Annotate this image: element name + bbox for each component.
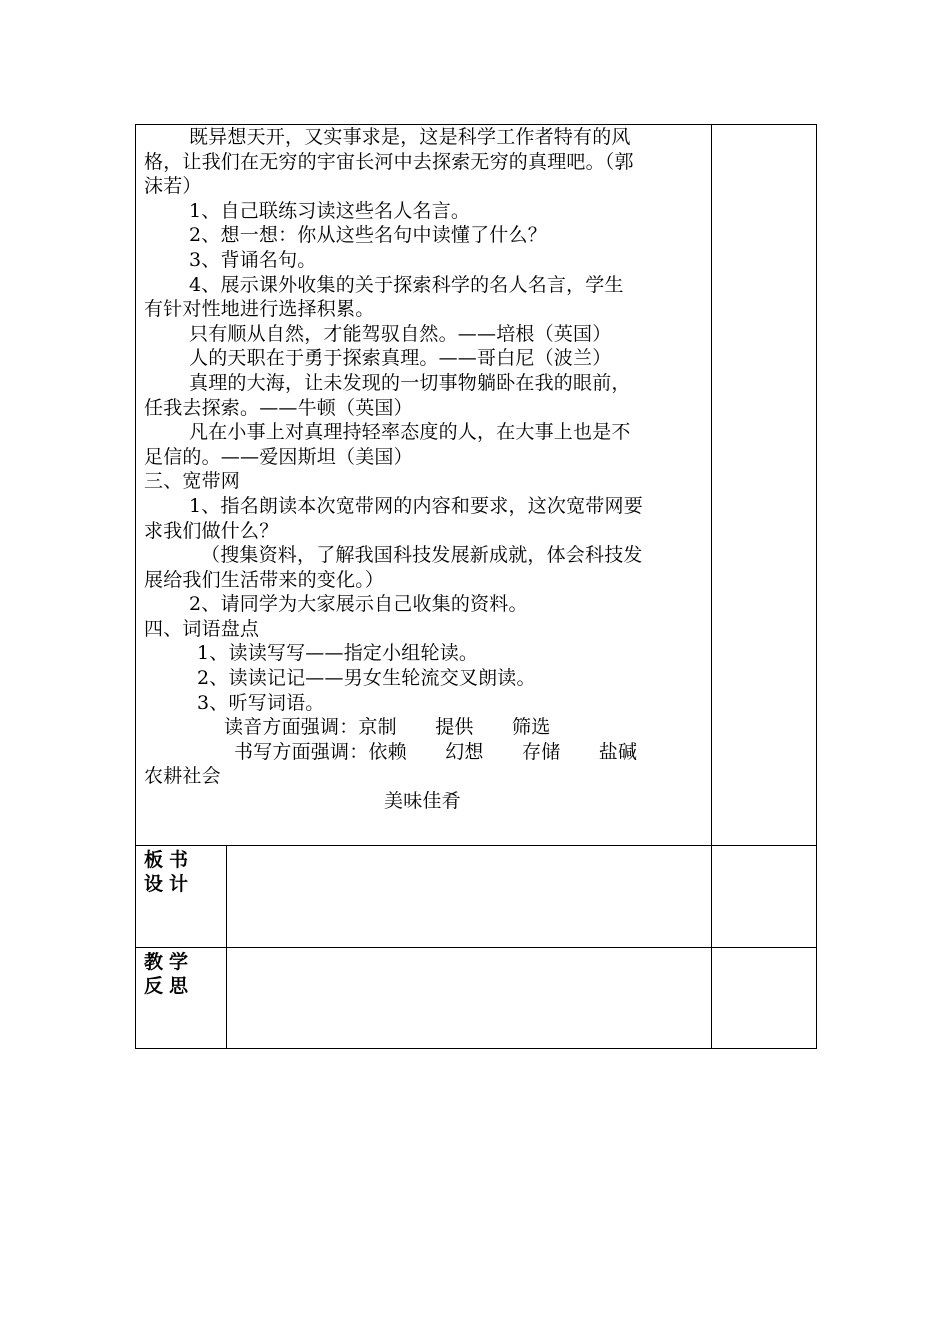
text-line: 3、听写词语。: [197, 691, 325, 714]
text-line: 读音方面强调：京制 提供 筛选: [224, 716, 551, 739]
text-line: 农耕社会: [144, 765, 221, 788]
reflection-label: 教学反思: [144, 951, 195, 997]
reflection-label-cell: [136, 948, 227, 1049]
text-line: 既异想天开，又实事求是，这是科学工作者特有的风: [189, 126, 631, 148]
content-row: [136, 125, 817, 846]
reflection-cell: [227, 948, 712, 1049]
section-heading: 四、词语盘点: [144, 617, 260, 640]
text-line: 美味佳肴: [384, 790, 461, 813]
quote-line: 任我去探索。——牛顿（英国）: [144, 396, 413, 419]
section-heading: 三、宽带网: [144, 470, 241, 493]
board-design-label: 板书设计: [144, 849, 195, 895]
text-line: 3、背诵名句。: [189, 248, 317, 271]
lesson-plan-table: [135, 124, 817, 1049]
quote-line: 人的天职在于勇于探索真理。——哥白尼（波兰）: [189, 347, 612, 370]
board-design-notes-cell: [712, 846, 817, 948]
text-line: 求我们做什么？: [144, 519, 279, 542]
quote-line: 足信的。——爱因斯坦（美国）: [144, 445, 413, 468]
reflection-notes-cell: [712, 948, 817, 1049]
text-line: 展给我们生活带来的变化。）: [144, 568, 385, 591]
notes-cell: [712, 125, 817, 846]
text-line: 2、请同学为大家展示自己收集的资料。: [189, 593, 528, 616]
text-line: 4、展示课外收集的关于探索科学的名人名言，学生: [189, 273, 624, 296]
lesson-content-cell: [136, 125, 712, 846]
text-line: 书写方面强调：依赖 幻想 存储 盐碱: [234, 740, 638, 763]
text-line: 1、自己联练习读这些名人名言。: [189, 199, 471, 222]
text-line: 2、想一想：你从这些名句中读懂了什么？: [189, 224, 547, 247]
text-line: 沫若）: [144, 175, 202, 198]
board-design-cell: [227, 846, 712, 948]
text-line: 有针对性地进行选择积累。: [144, 298, 375, 321]
quote-line: 凡在小事上对真理持轻率态度的人，在大事上也是不: [189, 421, 631, 444]
text-line: 1、读读写写——指定小组轮读。: [197, 642, 479, 665]
text-line: 2、读读记记——男女生轮流交叉朗读。: [197, 667, 536, 690]
text-line: 格，让我们在无穷的宇宙长河中去探索无穷的真理吧。（郭: [144, 150, 634, 173]
text-line: （搜集资料，了解我国科技发展新成就，体会科技发: [201, 544, 643, 567]
board-design-row: [136, 846, 817, 948]
reflection-row: [136, 948, 817, 1049]
board-design-label-cell: [136, 846, 227, 948]
quote-line: 真理的大海，让未发现的一切事物躺卧在我的眼前，: [189, 371, 631, 394]
quote-line: 只有顺从自然，才能驾驭自然。——培根（英国）: [189, 322, 612, 345]
text-line: 1、指名朗读本次宽带网的内容和要求，这次宽带网要: [189, 494, 643, 517]
